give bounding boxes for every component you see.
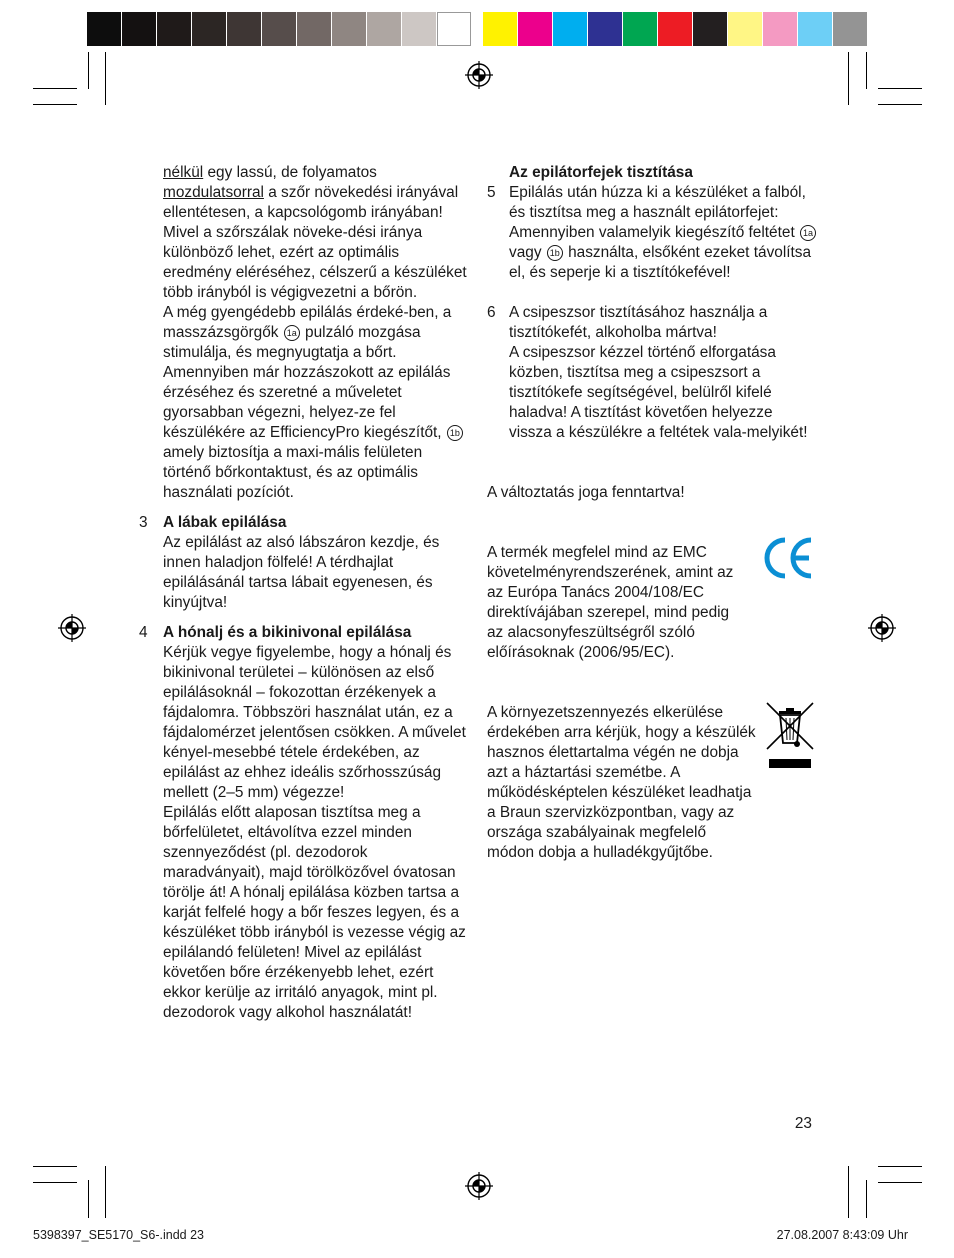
crop-mark <box>848 1166 849 1218</box>
rights-reserved: A változtatás joga fenntartva! <box>487 484 685 501</box>
crop-mark <box>878 1182 922 1183</box>
grayscale-color-bar <box>87 12 472 46</box>
footer-timestamp: 27.08.2007 8:43:09 Uhr <box>776 1228 908 1242</box>
section-text: A csipeszsor tisztításához használja a tisztítókefét, alkoholba mártva! <box>509 304 768 341</box>
right-column <box>487 163 817 863</box>
section-title: A lábak epilálása <box>163 514 287 531</box>
section-number: 5 <box>487 184 496 201</box>
crop-mark <box>88 52 89 89</box>
weee-text: A környezetszennyezés elkerülése érdekében arra kérjük, hogy a készülék hasznos élettartalma végén ne dobja azt a háztartási szemétbe. A működésképtelen készüléket leadhatja a Braun szervizközpontban, vagy az országa szabályainak megfelelő módon dobja a hulladékgyűjtőbe. <box>487 704 756 861</box>
callout-1b-icon: 1b <box>447 425 463 441</box>
section-number: 6 <box>487 304 496 321</box>
color-swatch <box>157 12 191 46</box>
section-number: 3 <box>139 514 148 531</box>
crop-mark <box>33 1166 77 1167</box>
left-column <box>139 163 469 1023</box>
registration-mark-icon <box>465 61 493 89</box>
color-swatch <box>297 12 331 46</box>
color-swatch <box>798 12 832 46</box>
color-swatch <box>367 12 401 46</box>
crop-mark <box>33 104 77 105</box>
color-swatch <box>87 12 121 46</box>
underlined-word: nélkül <box>163 164 204 181</box>
page-number: 23 <box>794 1115 812 1132</box>
massage-paragraph: A még gyengédebb epilálás érdeké-ben, a masszázsgörgők 1a pulzáló mozgása stimulálja, és megnyugtatja a bőrt. Amennyiben már hozzászokott az epilálás érzéséhez és szeretné a műveletet gyorsabban végezni, helyez-ze fel készülékére az EfficiencyPro kiegészítőt, 1b amely biztosítja a maxi-mális felületen történő bőrkontaktust, és az optimális használati pozíciót. <box>163 303 469 503</box>
section-6 <box>487 303 817 443</box>
crop-mark <box>105 1166 106 1218</box>
color-swatch <box>728 12 762 46</box>
color-swatch <box>437 12 471 46</box>
crop-mark <box>848 52 849 105</box>
registration-mark-icon <box>868 614 896 642</box>
crop-mark <box>866 1180 867 1218</box>
color-swatch <box>763 12 797 46</box>
color-swatch <box>227 12 261 46</box>
intro-paragraph: nélkül egy lassú, de folyamatos mozdulatsorral a szőr növekedési irányával ellentétesen, a kapcsológomb irányában! Mivel a szőrszálak növeke-dési iránya különböző lehet, ezért az optimális eredmény eléréséhez, célszerű a készüléket több irányból is végigvezetni a bőrön. A még gyengédebb epilálás érdeké-ben, a masszázsgörgők 1a pulzáló mozgása stimulálja, és megnyugtatja a bőrt. Amennyiben már hozzászokott az epilálás érzéséhez és szeretné a műveletet gyorsabban végezni, helyez-ze fel készülékére az EfficiencyPro kiegészítőt, 1b amely biztosítja a maxi-mális felületen történő bőrkontaktust, és az optimális használati pozíciót. <box>139 163 469 503</box>
section-number: 4 <box>139 624 148 641</box>
section-3 <box>139 513 469 613</box>
crop-mark <box>878 104 922 105</box>
color-swatch <box>262 12 296 46</box>
color-swatch <box>483 12 517 46</box>
section-text: Epilálás után húzza ki a készüléket a falból, és tisztítsa meg a használt epilátorfejet: <box>509 184 806 221</box>
crossed-out-bin-icon <box>765 701 815 771</box>
color-swatch <box>553 12 587 46</box>
process-color-bar <box>483 12 868 46</box>
underlined-word: mozdulatsorral <box>163 184 264 201</box>
section-text: Epilálás előtt alaposan tisztítsa meg a bőrfelületet, eltávolítva ezzel minden szennyeződést (pl. dezodorok maradványait), majd törölközővel óvatosan törölje át! A hónalj epilálása közben tartsa a karját felfelé hogy a bőr feszes legyen, és a készüléket több irányból is vezesse végig az epilálandó felületen! Mivel az epilálást követően bőre érzékenyebb lehet, ezért ekkor kerülje az irritáló anyagok, mint pl. dezodorok vagy alkohol használatát! <box>163 804 466 1021</box>
color-swatch <box>192 12 226 46</box>
color-swatch <box>402 12 436 46</box>
ce-block <box>487 543 817 663</box>
callout-1b-icon: 1b <box>547 245 563 261</box>
weee-block <box>487 703 817 863</box>
crop-mark <box>866 52 867 89</box>
callout-1a-icon: 1a <box>800 225 816 241</box>
color-swatch <box>623 12 657 46</box>
crop-mark <box>33 88 77 89</box>
crop-mark <box>878 1166 922 1167</box>
registration-mark-icon <box>465 1172 493 1200</box>
section-title: A hónalj és a bikinivonal epilálása <box>163 624 412 641</box>
ce-mark-icon <box>761 535 815 581</box>
color-swatch <box>833 12 867 46</box>
crop-mark <box>88 1180 89 1218</box>
color-swatch <box>658 12 692 46</box>
section-text: A csipeszsor kézzel történő elforgatása közben, tisztítsa meg a csipeszsort a tisztítókefe segítségével, belülről kifelé haladva! A tisztítást követően helyezze vissza a készülékre a feltétek vala-melyikét! <box>509 344 808 441</box>
section-text: Az epilálást az alsó lábszáron kezdje, és innen haladjon fölfelé! A térdhajlat epilálásánál tartsa lábait egyenesen, és kinyújtva! <box>163 534 440 611</box>
crop-mark <box>33 1182 77 1183</box>
color-swatch <box>588 12 622 46</box>
ce-text: A termék megfelel mind az EMC követelményrendszerének, amint az az Európa Tanács 2004/108/EC direktívájában szerepel, mind pedig az alacsonyfeszültségről szóló előírásoknak (2006/95/EC). <box>487 544 734 661</box>
registration-mark-icon <box>58 614 86 642</box>
footer-file-info: 5398397_SE5170_S6-.indd 23 <box>33 1228 204 1242</box>
section-5 <box>487 183 817 283</box>
crop-mark <box>105 52 106 105</box>
section-text: Kérjük vegye figyelembe, hogy a hónalj és bikinivonal területei – különösen az első epilálásoknál – fokozottan érzékenyek a fájdalomra. Többszöri használat után, ez a fájdalomérzet jelentősen csökken. A művelet kényel-mesebbé tétele érdekében, az epilálást az ehhez ideális szőrhosszúság mellett (2–5 mm) végezze! <box>163 644 466 801</box>
section-text: Amennyiben valamelyik kiegészítő feltétet 1a vagy 1b használta, elsőként ezeket távolítsa el, és seperje ki a tisztítókefével! <box>509 223 817 283</box>
color-swatch <box>122 12 156 46</box>
color-swatch <box>332 12 366 46</box>
section-4 <box>139 623 469 1023</box>
crop-mark <box>878 88 922 89</box>
cleaning-heading: Az epilátorfejek tisztítása <box>509 164 693 181</box>
color-swatch <box>693 12 727 46</box>
callout-1a-icon: 1a <box>284 325 300 341</box>
color-swatch <box>518 12 552 46</box>
